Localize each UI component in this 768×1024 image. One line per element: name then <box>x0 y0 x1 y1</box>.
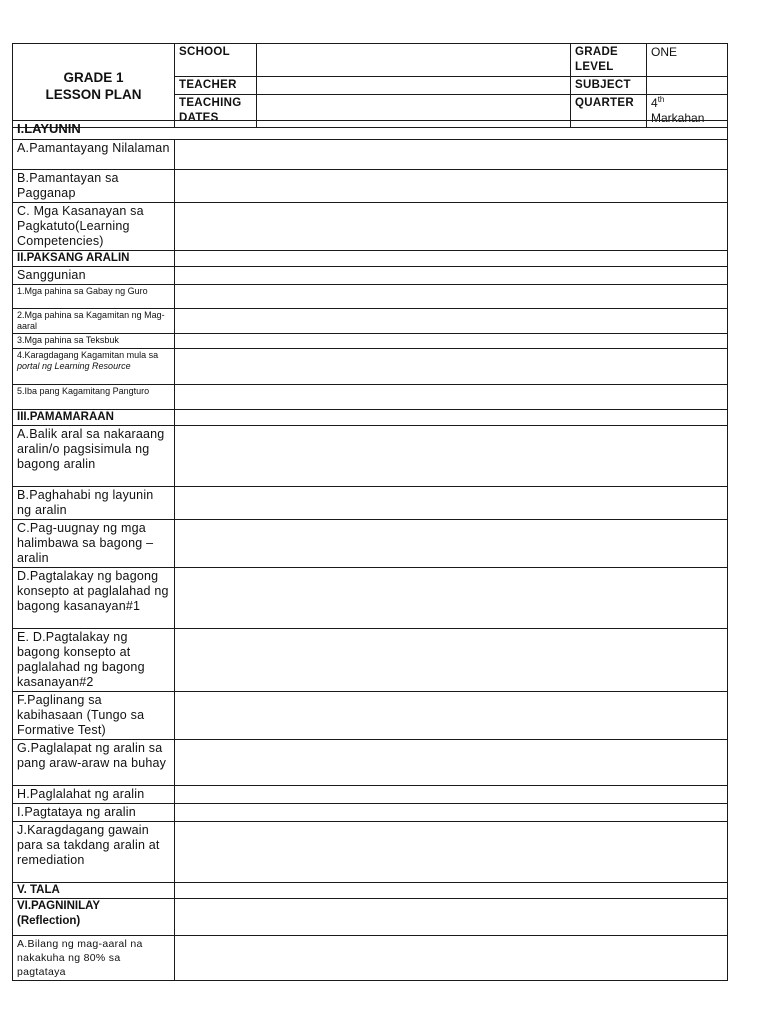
pagninilay-title: VI.PAGNINILAY <box>17 900 101 912</box>
table-row <box>13 899 728 936</box>
title-grade: GRADE 1 <box>63 69 124 85</box>
quarter-label: QUARTER <box>571 95 647 128</box>
table-row <box>13 203 728 251</box>
teacher-label: TEACHER <box>175 77 257 95</box>
row-entry-field[interactable] <box>175 822 728 883</box>
row-entry-field[interactable] <box>175 568 728 629</box>
lesson-plan-body <box>12 120 728 981</box>
row-label: G.Paglalapat ng aralin sa pang araw-araw na buhay <box>13 740 175 786</box>
table-row <box>13 349 728 385</box>
table-row <box>13 385 728 410</box>
table-row <box>13 692 728 740</box>
subject-field[interactable] <box>647 77 728 95</box>
table-row <box>13 309 728 334</box>
row-label: A.Pamantayang Nilalaman <box>13 140 175 170</box>
school-field[interactable] <box>257 44 571 77</box>
item4-text: 4.Karagdagang Kagamitan mula sa <box>17 350 159 360</box>
quarter-word: Markahan <box>651 111 705 125</box>
table-row <box>13 410 728 426</box>
row-label: 1.Mga pahina sa Gabay ng Guro <box>13 285 175 309</box>
table-row <box>13 140 728 170</box>
section-pagninilay <box>13 899 175 936</box>
row-entry-field[interactable] <box>175 899 728 936</box>
table-row <box>13 883 728 899</box>
row-entry-field[interactable] <box>175 385 728 410</box>
quarter-suffix: th <box>657 95 665 104</box>
item4-italic-text: portal ng Learning Resource <box>17 361 131 371</box>
row-label: B.Paghahabi ng layunin ng aralin <box>13 487 175 520</box>
teaching-dates-label: TEACHING DATES <box>175 95 257 128</box>
row-label: C.Pag-uugnay ng mga halimbawa sa bagong –aralin <box>13 520 175 568</box>
table-row <box>13 568 728 629</box>
row-entry-field[interactable] <box>175 804 728 822</box>
table-row <box>13 822 728 883</box>
table-row <box>13 629 728 692</box>
table-row <box>13 786 728 804</box>
table-row <box>13 121 728 140</box>
teacher-field[interactable] <box>257 77 571 95</box>
row-entry-field[interactable] <box>175 692 728 740</box>
row-label <box>13 349 175 385</box>
table-row <box>13 426 728 487</box>
lesson-plan-header <box>12 43 728 128</box>
row-label: C. Mga Kasanayan sa Pagkatuto(Learning Competencies) <box>13 203 175 251</box>
row-label: F.Paglinang sa kabihasaan (Tungo sa Formative Test) <box>13 692 175 740</box>
row-label: D.Pagtalakay ng bagong konsepto at paglalahad ng bagong kasanayan#1 <box>13 568 175 629</box>
sanggunian-label: Sanggunian <box>13 267 175 285</box>
row-entry-field[interactable] <box>175 203 728 251</box>
row-entry-field[interactable] <box>175 410 728 426</box>
row-entry-field[interactable] <box>175 786 728 804</box>
section-paksang-aralin: II.PAKSANG ARALIN <box>13 251 175 267</box>
row-entry-field[interactable] <box>175 170 728 203</box>
row-entry-field[interactable] <box>175 251 728 267</box>
row-entry-field[interactable] <box>175 334 728 349</box>
section-layunin: I.LAYUNIN <box>13 121 728 140</box>
subject-label: SUBJECT <box>571 77 647 95</box>
row-entry-field[interactable] <box>175 426 728 487</box>
table-row <box>13 334 728 349</box>
table-row <box>13 487 728 520</box>
row-label: 5.Iba pang Kagamitang Pangturo <box>13 385 175 410</box>
row-label: 3.Mga pahina sa Teksbuk <box>13 334 175 349</box>
row-label: A.Balik aral sa nakaraang aralin/o pagsisimula ng bagong aralin <box>13 426 175 487</box>
row-entry-field[interactable] <box>175 267 728 285</box>
row-entry-field[interactable] <box>175 936 728 981</box>
row-label: B.Pamantayan sa Pagganap <box>13 170 175 203</box>
table-row <box>13 285 728 309</box>
row-entry-field[interactable] <box>175 520 728 568</box>
row-entry-field[interactable] <box>175 140 728 170</box>
row-label: H.Paglalahat ng aralin <box>13 786 175 804</box>
quarter-number: 4 <box>651 96 658 110</box>
grade-level-label: GRADE LEVEL <box>571 44 647 77</box>
table-row <box>13 520 728 568</box>
row-label: E. D.Pagtalakay ng bagong konsepto at paglalahad ng bagong kasanayan#2 <box>13 629 175 692</box>
table-row <box>13 936 728 981</box>
row-entry-field[interactable] <box>175 740 728 786</box>
row-entry-field[interactable] <box>175 309 728 334</box>
school-label: SCHOOL <box>175 44 257 77</box>
table-row <box>13 804 728 822</box>
lesson-plan-title <box>13 44 175 128</box>
section-pamamaraan: III.PAMAMARAAN <box>13 410 175 426</box>
row-label: I.Pagtataya ng aralin <box>13 804 175 822</box>
row-entry-field[interactable] <box>175 629 728 692</box>
table-row <box>13 251 728 267</box>
table-row <box>13 740 728 786</box>
row-label: 2.Mga pahina sa Kagamitan ng Mag-aaral <box>13 309 175 334</box>
pagninilay-subtitle: (Reflection) <box>17 915 81 927</box>
section-tala: V. TALA <box>13 883 175 899</box>
row-entry-field[interactable] <box>175 285 728 309</box>
grade-level-field[interactable]: ONE <box>647 44 728 77</box>
row-label: J.Karagdagang gawain para sa takdang aralin at remediation <box>13 822 175 883</box>
table-row <box>13 170 728 203</box>
table-row <box>13 267 728 285</box>
row-entry-field[interactable] <box>175 487 728 520</box>
row-entry-field[interactable] <box>175 349 728 385</box>
row-entry-field[interactable] <box>175 883 728 899</box>
row-label: A.Bilang ng mag-aaral na nakakuha ng 80% sa pagtataya <box>13 936 175 981</box>
title-lesson-plan: LESSON PLAN <box>45 86 142 102</box>
